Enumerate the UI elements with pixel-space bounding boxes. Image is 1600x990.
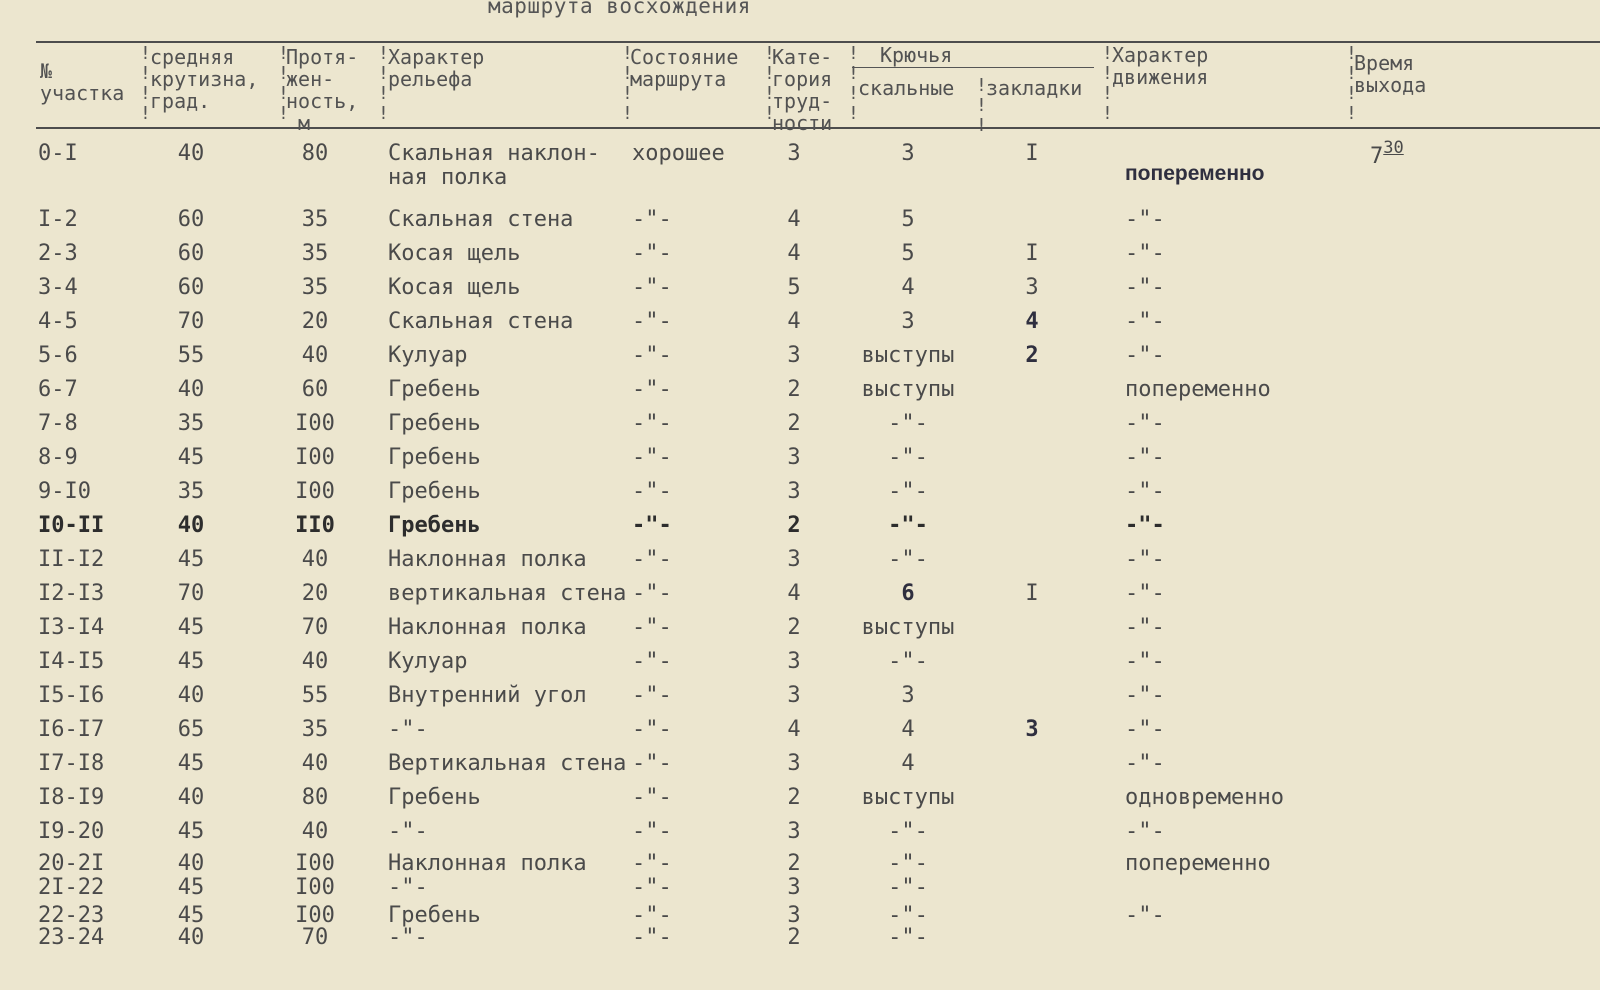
header-relief: Характер рельефа: [388, 45, 485, 91]
section-number-cell: 6-7: [38, 377, 78, 402]
section-number-cell: 5-6: [38, 343, 78, 368]
rock-hooks-cell: 3: [901, 141, 915, 166]
section-number-cell: I8-I9: [38, 785, 105, 810]
route-state-cell: -"-: [632, 547, 672, 572]
length-cell: 70: [301, 925, 329, 950]
section-number-cell: 3-4: [38, 275, 78, 300]
movement-type-cell: -"-: [1125, 479, 1165, 504]
rock-hooks-cell: 5: [901, 207, 915, 232]
difficulty-category-cell: 2: [787, 513, 801, 538]
difficulty-category-cell: 3: [787, 819, 801, 844]
movement-type-cell: -"-: [1125, 207, 1165, 232]
rock-hooks-cell: -"-: [888, 875, 928, 900]
header-departure-time: Время выхода: [1354, 51, 1427, 97]
rock-hooks-cell: -"-: [888, 925, 928, 950]
relief-type-cell: Кулуар: [388, 343, 468, 368]
difficulty-category-cell: 3: [787, 903, 801, 928]
length-cell: 40: [301, 649, 329, 674]
relief-type-cell: Гребень: [388, 445, 481, 470]
relief-type-cell: Наклонная полка: [388, 547, 587, 572]
rock-hooks-cell: 3: [901, 683, 915, 708]
route-state-cell: -"-: [632, 903, 672, 928]
average-slope-cell: 40: [177, 785, 205, 810]
movement-type-cell: -"-: [1125, 343, 1165, 368]
rock-hooks-cell: 3: [901, 309, 915, 334]
document-title: маршрута восхождения: [488, 0, 751, 18]
header-category: Кате- гория труд- ности: [772, 45, 833, 135]
section-number-cell: 2I-22: [38, 875, 105, 900]
section-number-cell: I2-I3: [38, 581, 105, 606]
length-cell: 40: [301, 343, 329, 368]
rock-hooks-cell: 4: [901, 717, 915, 742]
column-separator: ! ! ! !: [622, 43, 633, 124]
average-slope-cell: 60: [177, 275, 205, 300]
movement-type-cell: -"-: [1125, 445, 1165, 470]
movement-type-cell: попеременно: [1125, 162, 1265, 185]
average-slope-cell: 55: [177, 343, 205, 368]
average-slope-cell: 40: [177, 683, 205, 708]
route-state-cell: -"-: [632, 275, 672, 300]
column-separator: ! ! ! !: [278, 43, 289, 124]
average-slope-cell: 45: [177, 819, 205, 844]
chocks-cell: 3: [1025, 717, 1039, 742]
difficulty-category-cell: 3: [787, 547, 801, 572]
difficulty-category-cell: 4: [787, 241, 801, 266]
movement-type-cell: -"-: [1125, 649, 1165, 674]
route-state-cell: -"-: [632, 649, 672, 674]
length-cell: 35: [301, 207, 329, 232]
length-cell: II0: [295, 513, 335, 538]
rock-hooks-cell: -"-: [888, 445, 928, 470]
average-slope-cell: 65: [177, 717, 205, 742]
difficulty-category-cell: 4: [787, 309, 801, 334]
rock-hooks-cell: -"-: [888, 411, 928, 436]
difficulty-category-cell: 3: [787, 649, 801, 674]
relief-type-cell: Гребень: [388, 411, 481, 436]
length-cell: 70: [301, 615, 329, 640]
average-slope-cell: 60: [177, 241, 205, 266]
route-state-cell: -"-: [632, 851, 672, 876]
header-chocks: закладки: [986, 76, 1083, 100]
movement-type-cell: -"-: [1125, 547, 1165, 572]
movement-type-cell: попеременно: [1125, 377, 1271, 402]
length-cell: 55: [301, 683, 329, 708]
section-number-cell: II-I2: [38, 547, 105, 572]
average-slope-cell: 45: [177, 547, 205, 572]
section-number-cell: 8-9: [38, 445, 78, 470]
average-slope-cell: 40: [177, 925, 205, 950]
rock-hooks-cell: -"-: [888, 819, 928, 844]
length-cell: 35: [301, 717, 329, 742]
section-number-cell: I-2: [38, 207, 78, 232]
route-state-cell: -"-: [632, 751, 672, 776]
rock-hooks-cell: 6: [901, 581, 915, 606]
departure-time: $7^{30}$: [1370, 138, 1404, 169]
section-number-cell: 9-I0: [38, 479, 91, 504]
rock-hooks-cell: выступы: [861, 343, 955, 368]
length-cell: 40: [301, 819, 329, 844]
column-separator: ! ! ! !: [848, 43, 859, 124]
average-slope-cell: 45: [177, 615, 205, 640]
length-cell: I00: [295, 445, 335, 470]
rock-hooks-cell: -"-: [888, 479, 928, 504]
route-state-cell: -"-: [632, 479, 672, 504]
header-average-slope: средняя крутизна, град.: [150, 45, 259, 113]
rock-hooks-cell: выступы: [861, 615, 955, 640]
header-hooks: Крючья: [880, 43, 953, 67]
average-slope-cell: 45: [177, 445, 205, 470]
route-state-cell: -"-: [632, 785, 672, 810]
length-cell: I00: [295, 851, 335, 876]
section-number-cell: I3-I4: [38, 615, 105, 640]
chocks-cell: 2: [1025, 343, 1039, 368]
movement-type-cell: -"-: [1125, 513, 1165, 538]
rock-hooks-cell: 4: [901, 751, 915, 776]
average-slope-cell: 60: [177, 207, 205, 232]
length-cell: 40: [301, 547, 329, 572]
length-cell: 35: [301, 241, 329, 266]
length-cell: I00: [295, 875, 335, 900]
length-cell: 20: [301, 309, 329, 334]
length-cell: I00: [295, 479, 335, 504]
difficulty-category-cell: 3: [787, 141, 801, 166]
average-slope-cell: 45: [177, 751, 205, 776]
header-route-state: Состояние маршрута: [630, 45, 739, 91]
length-cell: 80: [301, 141, 329, 166]
route-state-cell: -"-: [632, 207, 672, 232]
movement-type-cell: -"-: [1125, 717, 1165, 742]
section-number-cell: I9-20: [38, 819, 105, 844]
average-slope-cell: 40: [177, 377, 205, 402]
chocks-cell: I: [1025, 241, 1039, 266]
difficulty-category-cell: 3: [787, 479, 801, 504]
relief-type-cell: Скальная наклон-: [388, 141, 600, 166]
length-cell: I00: [295, 903, 335, 928]
relief-type-cell: Внутренний угол: [388, 683, 587, 708]
relief-type-cell: Гребень: [388, 479, 481, 504]
chocks-cell: I: [1025, 141, 1039, 166]
column-separator: ! ! ! !: [1346, 43, 1357, 124]
route-state-cell: -"-: [632, 615, 672, 640]
relief-type-cell: -"-: [388, 875, 428, 900]
header-rock-hooks: скальные: [858, 76, 955, 100]
relief-type-cell: Вертикальная стена: [388, 751, 627, 776]
header-length: Протя- жен- ность, м: [286, 45, 359, 135]
movement-type-cell: одновременно: [1125, 785, 1284, 810]
movement-type-cell: -"-: [1125, 241, 1165, 266]
route-state-cell: -"-: [632, 377, 672, 402]
route-state-cell: хорошее: [632, 141, 725, 166]
relief-type-cell: Косая щель: [388, 275, 521, 300]
movement-type-cell: -"-: [1125, 903, 1165, 928]
relief-type-cell: Скальная стена: [388, 207, 574, 232]
route-state-cell: -"-: [632, 513, 672, 538]
section-number-cell: I7-I8: [38, 751, 105, 776]
difficulty-category-cell: 5: [787, 275, 801, 300]
relief-type-cell: Гребень: [388, 377, 481, 402]
difficulty-category-cell: 2: [787, 925, 801, 950]
length-cell: 60: [301, 377, 329, 402]
rock-hooks-cell: 5: [901, 241, 915, 266]
difficulty-category-cell: 2: [787, 377, 801, 402]
header-top-rule: [36, 41, 1600, 43]
chocks-cell: 4: [1025, 309, 1039, 334]
difficulty-category-cell: 3: [787, 875, 801, 900]
length-cell: 35: [301, 275, 329, 300]
relief-type-cell: Кулуар: [388, 649, 468, 674]
average-slope-cell: 40: [177, 851, 205, 876]
rock-hooks-cell: выступы: [861, 785, 955, 810]
difficulty-category-cell: 3: [787, 683, 801, 708]
difficulty-category-cell: 4: [787, 717, 801, 742]
section-number-cell: 2-3: [38, 241, 78, 266]
route-state-cell: -"-: [632, 819, 672, 844]
movement-type-cell: -"-: [1125, 751, 1165, 776]
average-slope-cell: 45: [177, 649, 205, 674]
difficulty-category-cell: 3: [787, 343, 801, 368]
movement-type-cell: -"-: [1125, 683, 1165, 708]
rock-hooks-cell: -"-: [888, 547, 928, 572]
movement-type-cell: -"-: [1125, 819, 1165, 844]
length-cell: 40: [301, 751, 329, 776]
route-state-cell: -"-: [632, 717, 672, 742]
route-state-cell: -"-: [632, 875, 672, 900]
route-state-cell: -"-: [632, 309, 672, 334]
relief-type-cell: -"-: [388, 925, 428, 950]
rock-hooks-cell: -"-: [888, 513, 928, 538]
route-state-cell: -"-: [632, 445, 672, 470]
route-state-cell: -"-: [632, 925, 672, 950]
section-number-cell: I4-I5: [38, 649, 105, 674]
section-number-cell: 0-I: [38, 141, 78, 166]
column-separator: ! ! ! !: [140, 43, 151, 124]
rock-hooks-cell: -"-: [888, 903, 928, 928]
movement-type-cell: попеременно: [1125, 851, 1271, 876]
difficulty-category-cell: 2: [787, 785, 801, 810]
route-state-cell: -"-: [632, 343, 672, 368]
average-slope-cell: 35: [177, 479, 205, 504]
column-separator: ! ! ! !: [764, 43, 775, 124]
route-state-cell: -"-: [632, 241, 672, 266]
section-number-cell: 23-24: [38, 925, 105, 950]
movement-type-cell: -"-: [1125, 275, 1165, 300]
average-slope-cell: 45: [177, 903, 205, 928]
hooks-subheader-rule: [852, 67, 1094, 68]
average-slope-cell: 70: [177, 581, 205, 606]
section-number-cell: 4-5: [38, 309, 78, 334]
header-movement: Характер движения: [1112, 43, 1209, 89]
section-number-cell: 7-8: [38, 411, 78, 436]
header-section-number: № участка: [40, 59, 125, 105]
average-slope-cell: 35: [177, 411, 205, 436]
chocks-cell: I: [1025, 581, 1039, 606]
movement-type-cell: -"-: [1125, 581, 1165, 606]
column-separator: ! ! ! !: [378, 43, 389, 124]
length-cell: I00: [295, 411, 335, 436]
rock-hooks-cell: -"-: [888, 851, 928, 876]
difficulty-category-cell: 2: [787, 851, 801, 876]
length-cell: 20: [301, 581, 329, 606]
difficulty-category-cell: 4: [787, 207, 801, 232]
relief-type-cell: -"-: [388, 819, 428, 844]
length-cell: 80: [301, 785, 329, 810]
route-state-cell: -"-: [632, 411, 672, 436]
column-separator: ! ! !: [976, 75, 987, 136]
difficulty-category-cell: 2: [787, 411, 801, 436]
movement-type-cell: -"-: [1125, 309, 1165, 334]
rock-hooks-cell: выступы: [861, 377, 955, 402]
difficulty-category-cell: 4: [787, 581, 801, 606]
route-state-cell: -"-: [632, 581, 672, 606]
section-number-cell: 22-23: [38, 903, 105, 928]
rock-hooks-cell: -"-: [888, 649, 928, 674]
section-number-cell: I0-II: [38, 513, 105, 538]
average-slope-cell: 40: [177, 141, 205, 166]
movement-type-cell: -"-: [1125, 411, 1165, 436]
difficulty-category-cell: 3: [787, 751, 801, 776]
average-slope-cell: 45: [177, 875, 205, 900]
relief-type-cell: Наклонная полка: [388, 615, 587, 640]
column-separator: ! ! ! !: [1102, 43, 1113, 124]
average-slope-cell: 70: [177, 309, 205, 334]
relief-type-cell: Гребень: [388, 785, 481, 810]
relief-type-cell: Скальная стена: [388, 309, 574, 334]
section-number-cell: I5-I6: [38, 683, 105, 708]
movement-type-cell: -"-: [1125, 615, 1165, 640]
section-number-cell: 20-2I: [38, 851, 105, 876]
relief-type-continuation: ная полка: [388, 165, 508, 190]
relief-type-cell: -"-: [388, 717, 428, 742]
difficulty-category-cell: 3: [787, 445, 801, 470]
difficulty-category-cell: 2: [787, 615, 801, 640]
relief-type-cell: Гребень: [388, 513, 481, 538]
relief-type-cell: Наклонная полка: [388, 851, 587, 876]
relief-type-cell: Косая щель: [388, 241, 521, 266]
rock-hooks-cell: 4: [901, 275, 915, 300]
route-state-cell: -"-: [632, 683, 672, 708]
chocks-cell: 3: [1025, 275, 1039, 300]
relief-type-cell: вертикальная стена: [388, 581, 627, 606]
section-number-cell: I6-I7: [38, 717, 105, 742]
average-slope-cell: 40: [177, 513, 205, 538]
relief-type-cell: Гребень: [388, 903, 481, 928]
